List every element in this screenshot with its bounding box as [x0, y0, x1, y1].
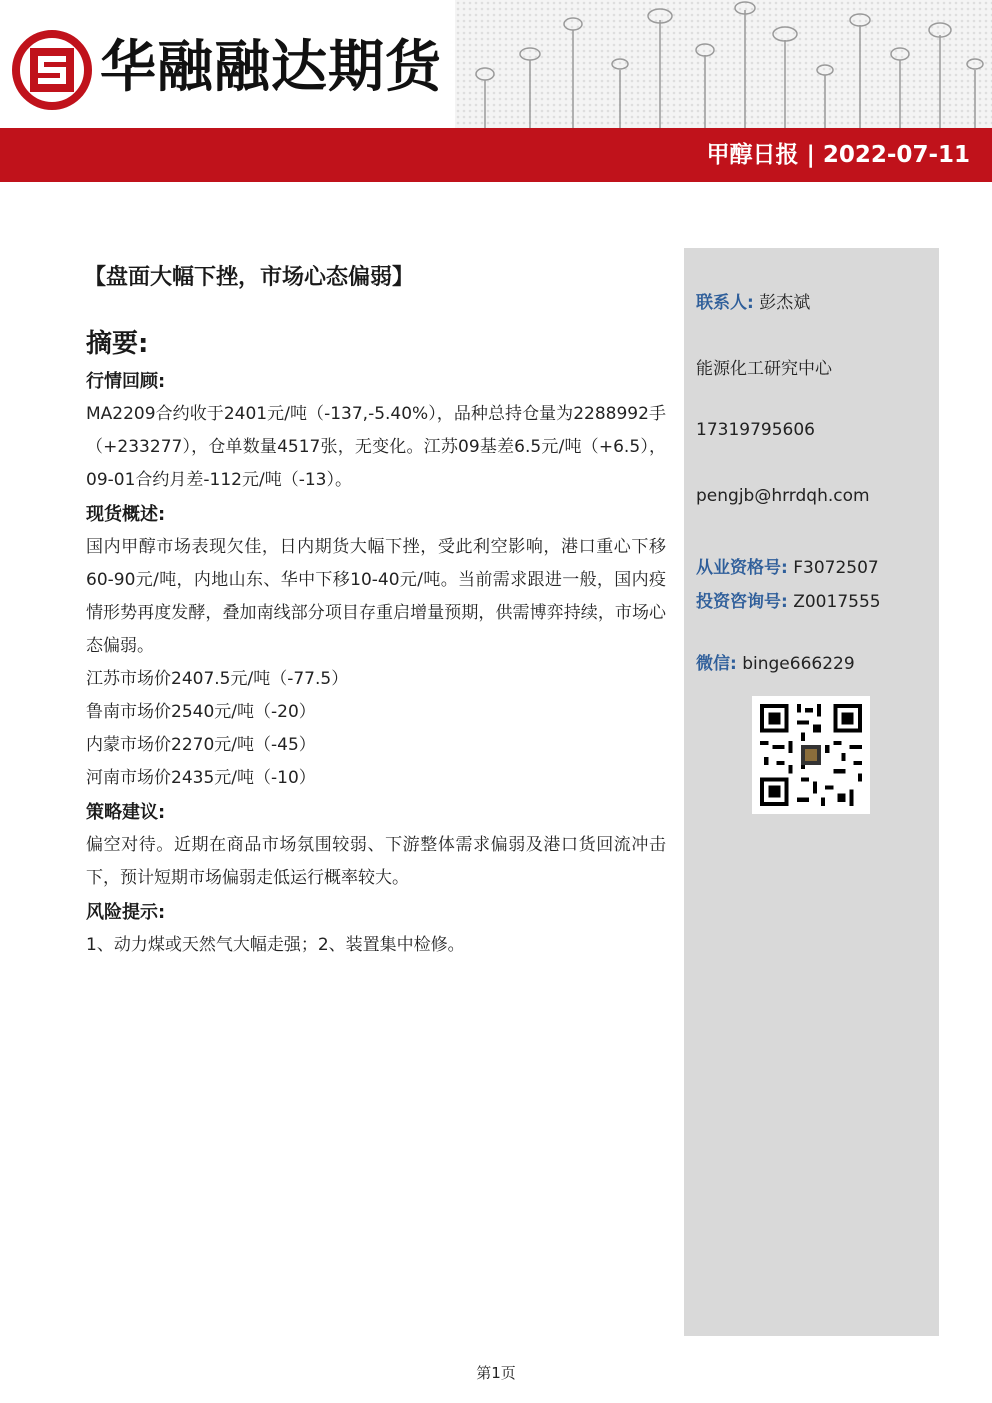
advisory-number: Z0017555 — [793, 592, 881, 612]
main-content — [86, 258, 666, 962]
qualification-row — [696, 553, 879, 578]
advisory-row — [696, 587, 881, 612]
wechat-label: 微信: — [696, 654, 737, 674]
contact-label: 联系人: — [696, 293, 754, 313]
section-text-risk: 1、动力煤或天然气大幅走强；2、装置集中检修。 — [86, 935, 465, 955]
qualification-label: 从业资格号: — [696, 558, 788, 578]
phone-number: 17319795606 — [696, 420, 815, 440]
page-header — [0, 0, 992, 185]
advisory-label: 投资咨询号: — [696, 592, 788, 612]
qualification-number: F3072507 — [793, 558, 879, 578]
report-date: 2022-07-11 — [822, 142, 970, 168]
department: 能源化工研究中心 — [696, 359, 832, 379]
section-title-strategy: 策略建议: — [86, 802, 166, 823]
wechat-id: binge666229 — [742, 654, 855, 674]
spot-price-line: 河南市场价2435元/吨（-10） — [86, 768, 316, 788]
page-number: 第1页 — [476, 1364, 516, 1382]
company-name: 华融融达期货 — [100, 35, 442, 100]
contact-row — [696, 288, 810, 313]
qr-code-icon — [752, 696, 870, 814]
email-address: pengjb@hrrdqh.com — [696, 486, 870, 506]
section-text-strategy: 偏空对待。近期在商品市场氛围较弱、下游整体需求偏弱及港口货回流冲击下，预计短期市场偏弱走低运行概率较大。 — [86, 835, 666, 888]
title-separator: | — [806, 142, 815, 168]
section-title-risk: 风险提示: — [86, 902, 166, 923]
company-logo-icon — [12, 30, 92, 110]
spot-price-line: 江苏市场价2407.5元/吨（-77.5） — [86, 669, 349, 689]
section-text-spot-overview: 国内甲醇市场表现欠佳，日内期货大幅下挫，受此利空影响，港口重心下移60-90元/吨，内地山东、华中下移10-40元/吨。当前需求跟进一般，国内疫情形势再度发酵，叠加南线部分项目存重启增量预期，供需博弈持续，市场心态偏弱。 — [86, 537, 666, 656]
wechat-row — [696, 649, 855, 674]
section-title-spot-overview: 现货概述: — [86, 504, 166, 525]
spot-price-line: 鲁南市场价2540元/吨（-20） — [86, 702, 316, 722]
contact-sidebar — [684, 248, 939, 1336]
report-type: 甲醇日报 — [706, 142, 799, 168]
summary-heading: 摘要: — [86, 329, 149, 359]
section-text-market-review: MA2209合约收于2401元/吨（-137,-5.40%），品种总持仓量为2288992手（+233277），仓单数量4517张，无变化。江苏09基差6.5元/吨（+6.5），09-01合约月差-112元/吨（-13）。 — [86, 404, 666, 490]
report-headline: 【盘面大幅下挫，市场心态偏弱】 — [84, 265, 415, 290]
spot-price-line: 内蒙市场价2270元/吨（-45） — [86, 735, 316, 755]
contact-name: 彭杰斌 — [759, 293, 811, 313]
section-title-market-review: 行情回顾: — [86, 371, 166, 392]
decorative-banner — [455, 0, 992, 128]
report-title — [706, 128, 970, 182]
